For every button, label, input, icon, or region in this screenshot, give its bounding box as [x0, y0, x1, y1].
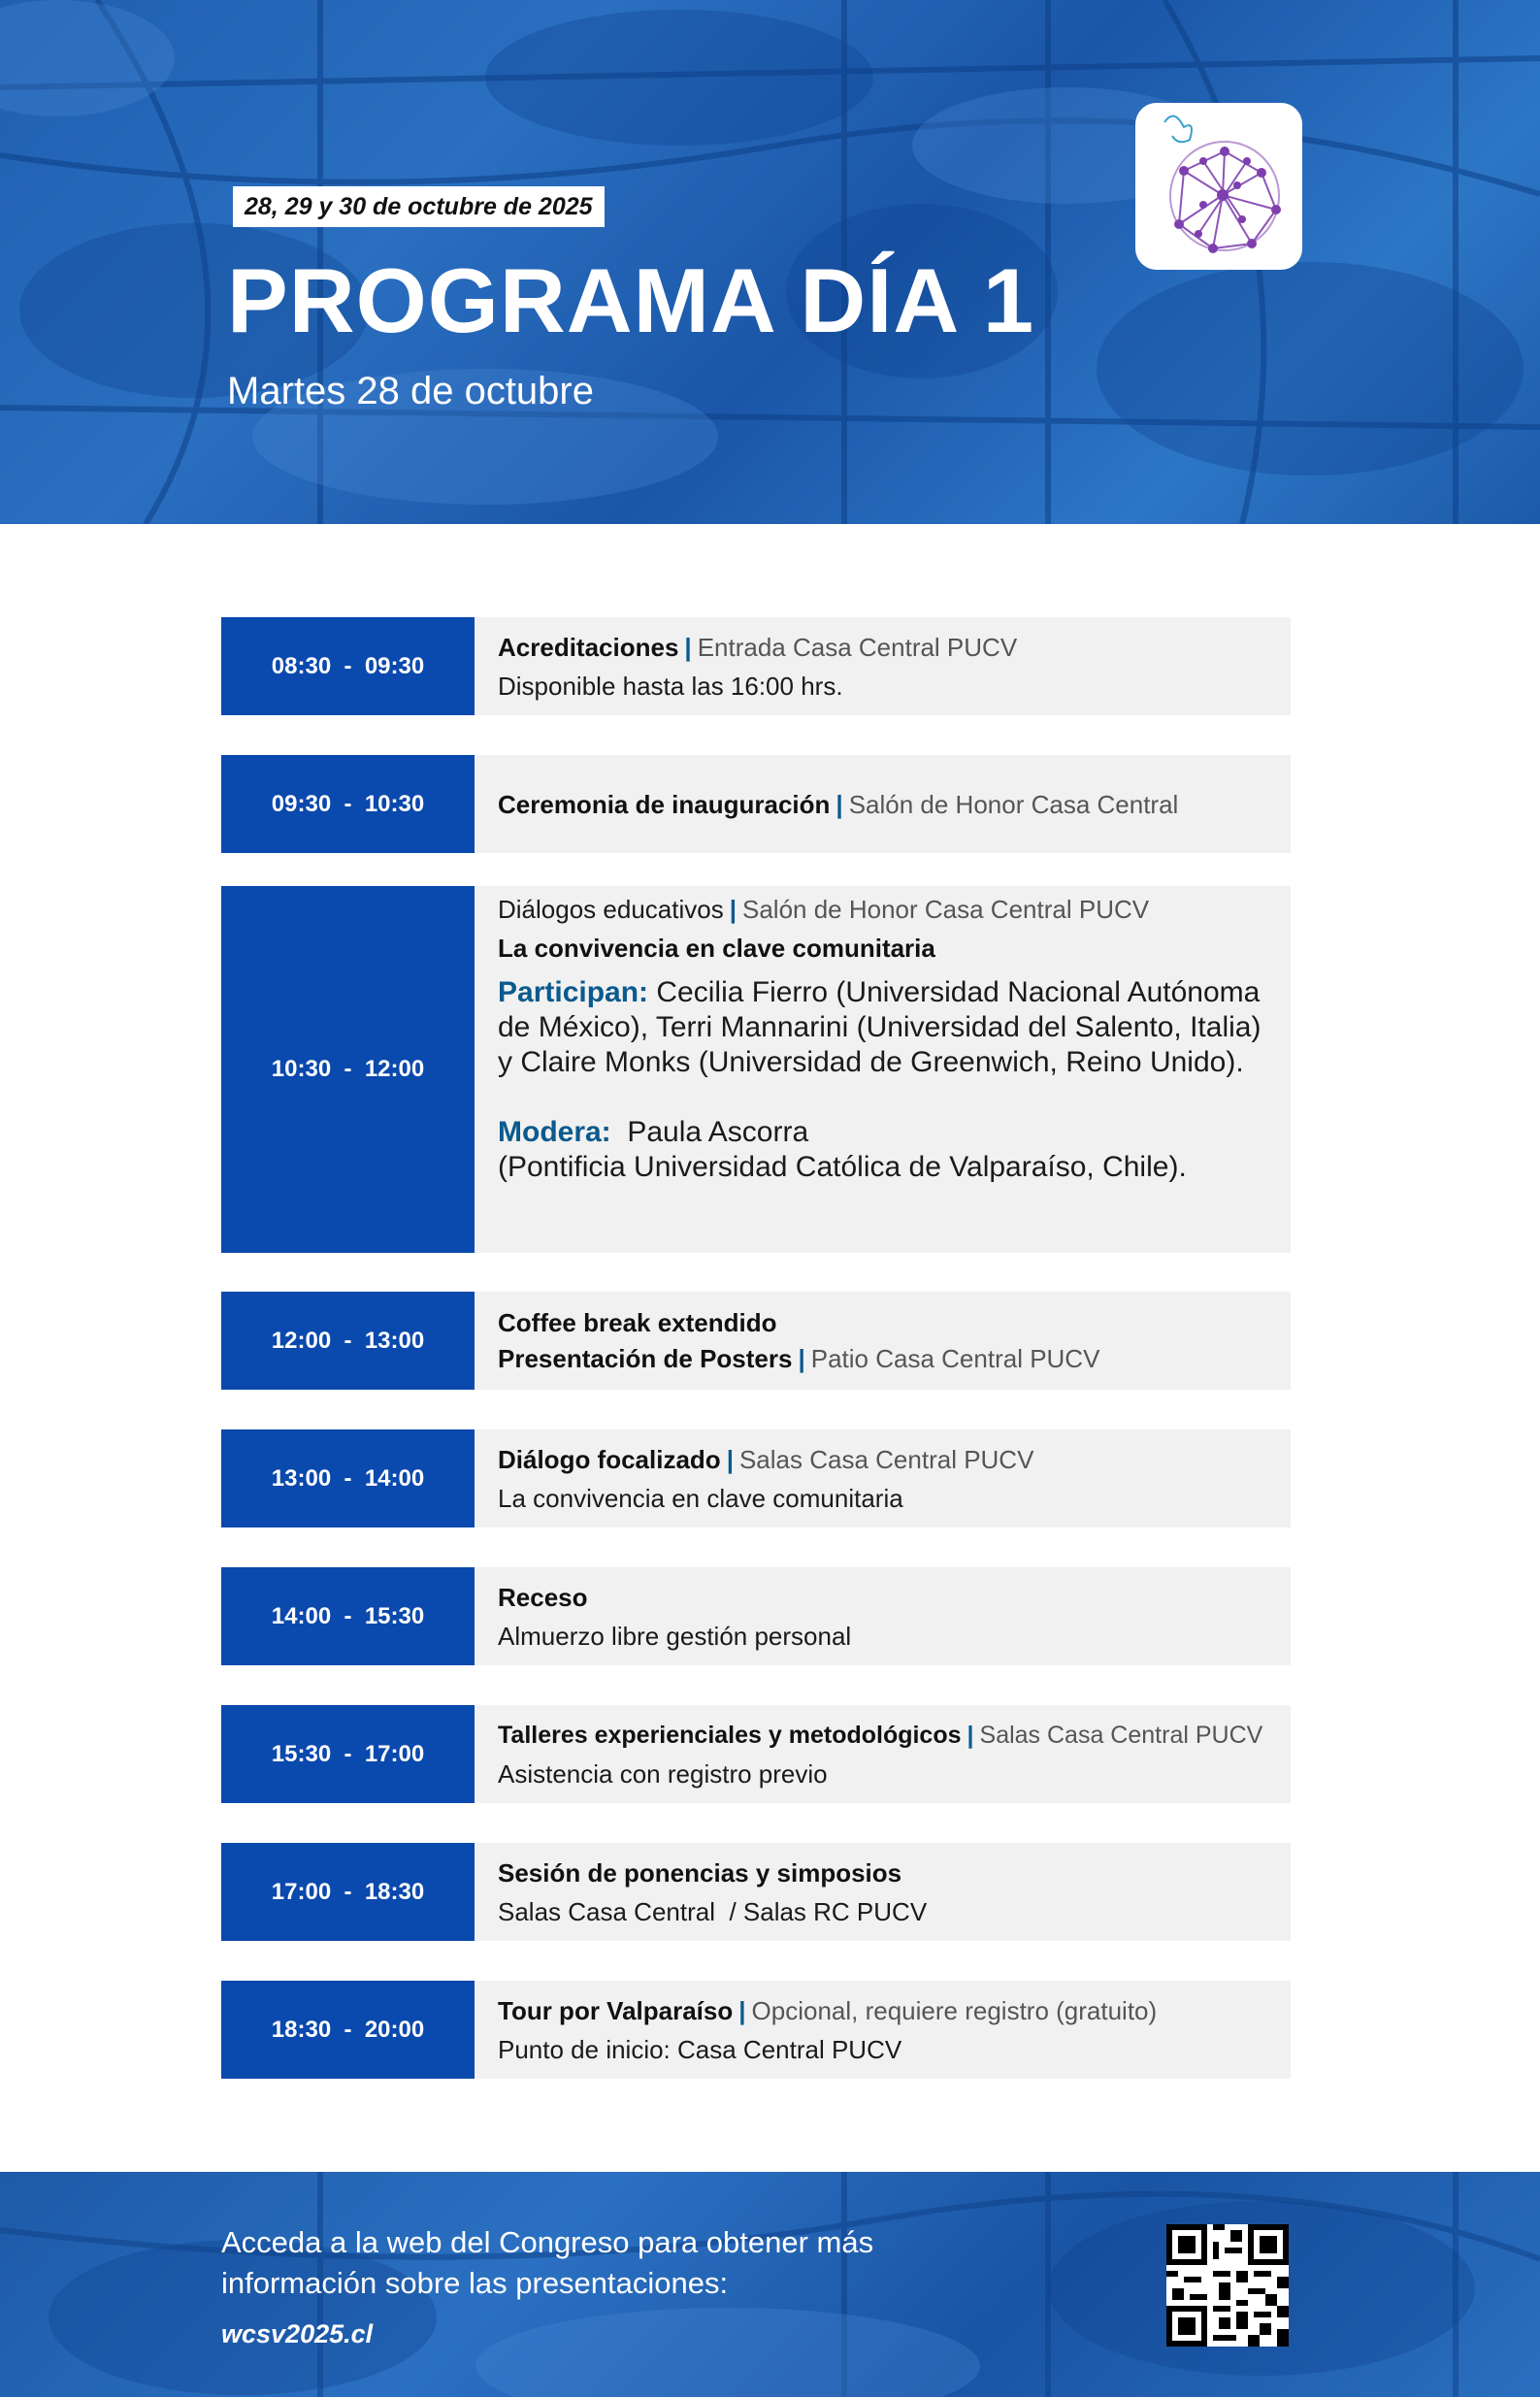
- session-title: Talleres experienciales y metodológicos: [498, 1721, 962, 1749]
- page-subtitle: Martes 28 de octubre: [227, 370, 594, 412]
- moderator-affiliation: (Pontificia Universidad Católica de Valparaíso, Chile).: [498, 1151, 1187, 1183]
- session-note: Almuerzo libre gestión personal: [498, 1621, 852, 1651]
- time-slot: 14:00 - 15:30: [221, 1567, 475, 1665]
- moderator-label: Modera:: [498, 1116, 611, 1148]
- session-note: Salas Casa Central / Salas RC PUCV: [498, 1896, 928, 1926]
- separator: |: [738, 1995, 746, 2025]
- session-details: [475, 1705, 1291, 1803]
- session-title: Receso: [498, 1582, 588, 1612]
- session-details: [475, 1843, 1291, 1941]
- time-slot: 12:00 - 13:00: [221, 1292, 475, 1390]
- qr-code[interactable]: [1166, 2224, 1289, 2347]
- session-location: Salas Casa Central PUCV: [738, 1444, 1034, 1474]
- moderator-name: Paula Ascorra: [627, 1116, 809, 1148]
- session-details: [475, 1429, 1291, 1527]
- session-note: Punto de inicio: Casa Central PUCV: [498, 2034, 902, 2064]
- moderator-text: [498, 1115, 1267, 1150]
- participants-label: Participan:: [498, 976, 649, 1008]
- time-slot: 09:30 - 10:30: [221, 755, 475, 853]
- schedule-row: [221, 617, 1291, 715]
- participants-list: Cecilia Fierro (Universidad Nacional Autónoma de México), Terri Mannarini (Universidad del Salento, Italia) y Claire Monks (Universidad de Greenwich, Reino Unido).: [498, 976, 1261, 1078]
- session-title: La convivencia en clave comunitaria: [498, 934, 935, 963]
- session-note: Asistencia con registro previo: [498, 1758, 828, 1789]
- event-dates-badge: 28, 29 y 30 de octubre de 2025: [233, 186, 605, 227]
- session-location: Opcional, requiere registro (gratuito): [751, 1995, 1158, 2025]
- time-slot: 15:30 - 17:00: [221, 1705, 475, 1803]
- separator: |: [729, 895, 737, 924]
- session-location: Salón de Honor Casa Central PUCV: [741, 895, 1150, 924]
- session-subtitle: Presentación de Posters: [498, 1343, 793, 1373]
- schedule-row: [221, 1292, 1291, 1390]
- page-title: PROGRAMA DÍA 1: [227, 249, 1035, 351]
- footer-message: Acceda a la web del Congreso para obtener más información sobre las presentaciones:: [221, 2225, 874, 2300]
- time-slot: 10:30 - 12:00: [221, 886, 475, 1253]
- session-details: [475, 1981, 1291, 2079]
- schedule-row: [221, 1705, 1291, 1803]
- session-details: [475, 1292, 1291, 1390]
- session-details: [475, 755, 1291, 853]
- network-globe-icon: [1135, 103, 1302, 270]
- schedule-row: [221, 1429, 1291, 1527]
- separator: |: [836, 789, 843, 819]
- schedule-row: [221, 1843, 1291, 1941]
- session-title: Ceremonia de inauguración: [498, 789, 831, 819]
- session-title: Diálogo focalizado: [498, 1444, 721, 1474]
- session-details: [475, 617, 1291, 715]
- time-slot: 17:00 - 18:30: [221, 1843, 475, 1941]
- session-details: [475, 1567, 1291, 1665]
- participants-text: [498, 975, 1267, 1080]
- separator: |: [684, 632, 692, 662]
- separator: |: [798, 1343, 805, 1373]
- time-slot: 08:30 - 09:30: [221, 617, 475, 715]
- time-slot: 13:00 - 14:00: [221, 1429, 475, 1527]
- qr-code-icon: [1166, 2224, 1289, 2347]
- schedule-row: [221, 1567, 1291, 1665]
- session-location: Salas Casa Central PUCV: [979, 1721, 1263, 1749]
- session-note: Disponible hasta las 16:00 hrs.: [498, 671, 843, 701]
- time-slot: 18:30 - 20:00: [221, 1981, 475, 2079]
- session-location: Entrada Casa Central PUCV: [697, 632, 1018, 662]
- session-note: La convivencia en clave comunitaria: [498, 1483, 903, 1513]
- session-location: Patio Casa Central PUCV: [810, 1343, 1100, 1373]
- session-location: Salón de Honor Casa Central: [848, 789, 1179, 819]
- session-title: Coffee break extendido: [498, 1307, 777, 1337]
- schedule-row: [221, 886, 1291, 1253]
- separator: |: [967, 1721, 974, 1749]
- separator: |: [726, 1444, 734, 1474]
- congress-logo: [1135, 103, 1302, 270]
- session-title: Tour por Valparaíso: [498, 1995, 734, 2025]
- schedule-row: [221, 1981, 1291, 2079]
- session-title: Acreditaciones: [498, 632, 679, 662]
- session-details: [475, 886, 1291, 1253]
- session-title: Sesión de ponencias y simposios: [498, 1857, 902, 1888]
- schedule-row: [221, 755, 1291, 853]
- congress-website-link[interactable]: wcsv2025.cl: [221, 2319, 374, 2348]
- session-type: Diálogos educativos: [498, 895, 724, 924]
